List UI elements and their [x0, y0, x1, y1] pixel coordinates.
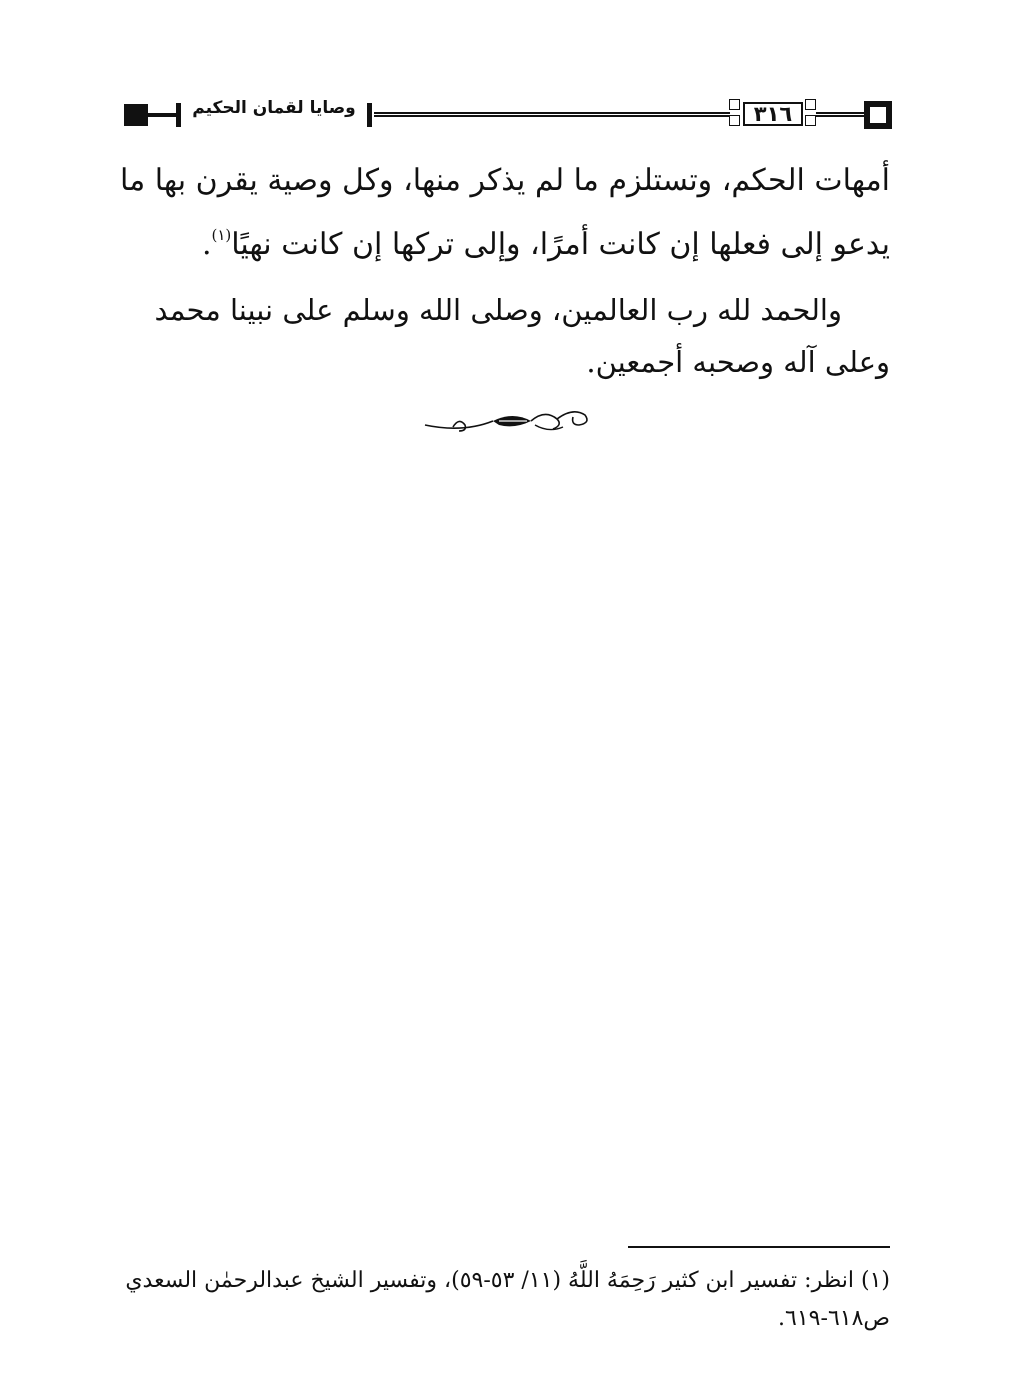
ornament-corner — [729, 99, 740, 110]
header-block-left — [124, 104, 148, 126]
book-title: وصايا لقمان الحكيم — [192, 98, 356, 118]
paragraph-2-text: والحمد لله رب العالمين، وصلى الله وسلم على نبينا محمد وعلى آله وصحبه أجمعين. — [154, 293, 890, 379]
page-number-box — [729, 99, 817, 129]
ornament-corner — [805, 115, 816, 126]
footnote-separator — [628, 1246, 890, 1248]
ornament-corner — [729, 115, 740, 126]
paragraph-1 — [120, 154, 890, 272]
paragraph-2 — [120, 284, 890, 388]
paragraph-1-end: . — [201, 227, 212, 262]
end-ornament-icon — [423, 403, 593, 439]
header-box-right — [864, 101, 892, 129]
footnote-reference: (١) — [211, 226, 232, 244]
header-rule — [374, 112, 730, 117]
header-bar-left — [176, 103, 181, 127]
page-number: ٣١٦ — [753, 102, 793, 126]
header-rule-short — [816, 112, 864, 117]
running-header — [124, 96, 892, 134]
footnote: (١) انظر: تفسير ابن كثير رَحِمَهُ اللَّهُ (١١/ ٥٣-٥٩)، وتفسير الشيخ عبدالرحمٰن السعدي ص٦١٨-٦١٩. — [125, 1268, 890, 1331]
ornament-corner — [805, 99, 816, 110]
header-bar-right — [367, 103, 372, 127]
header-stub-left — [148, 113, 176, 117]
paragraph-1-text: أمهات الحكم، وتستلزم ما لم يذكر منها، وكل وصية يقرن بها ما يدعو إلى فعلها إن كانت أمرًا، وإلى تركها إن كانت نهيًا — [120, 163, 890, 262]
